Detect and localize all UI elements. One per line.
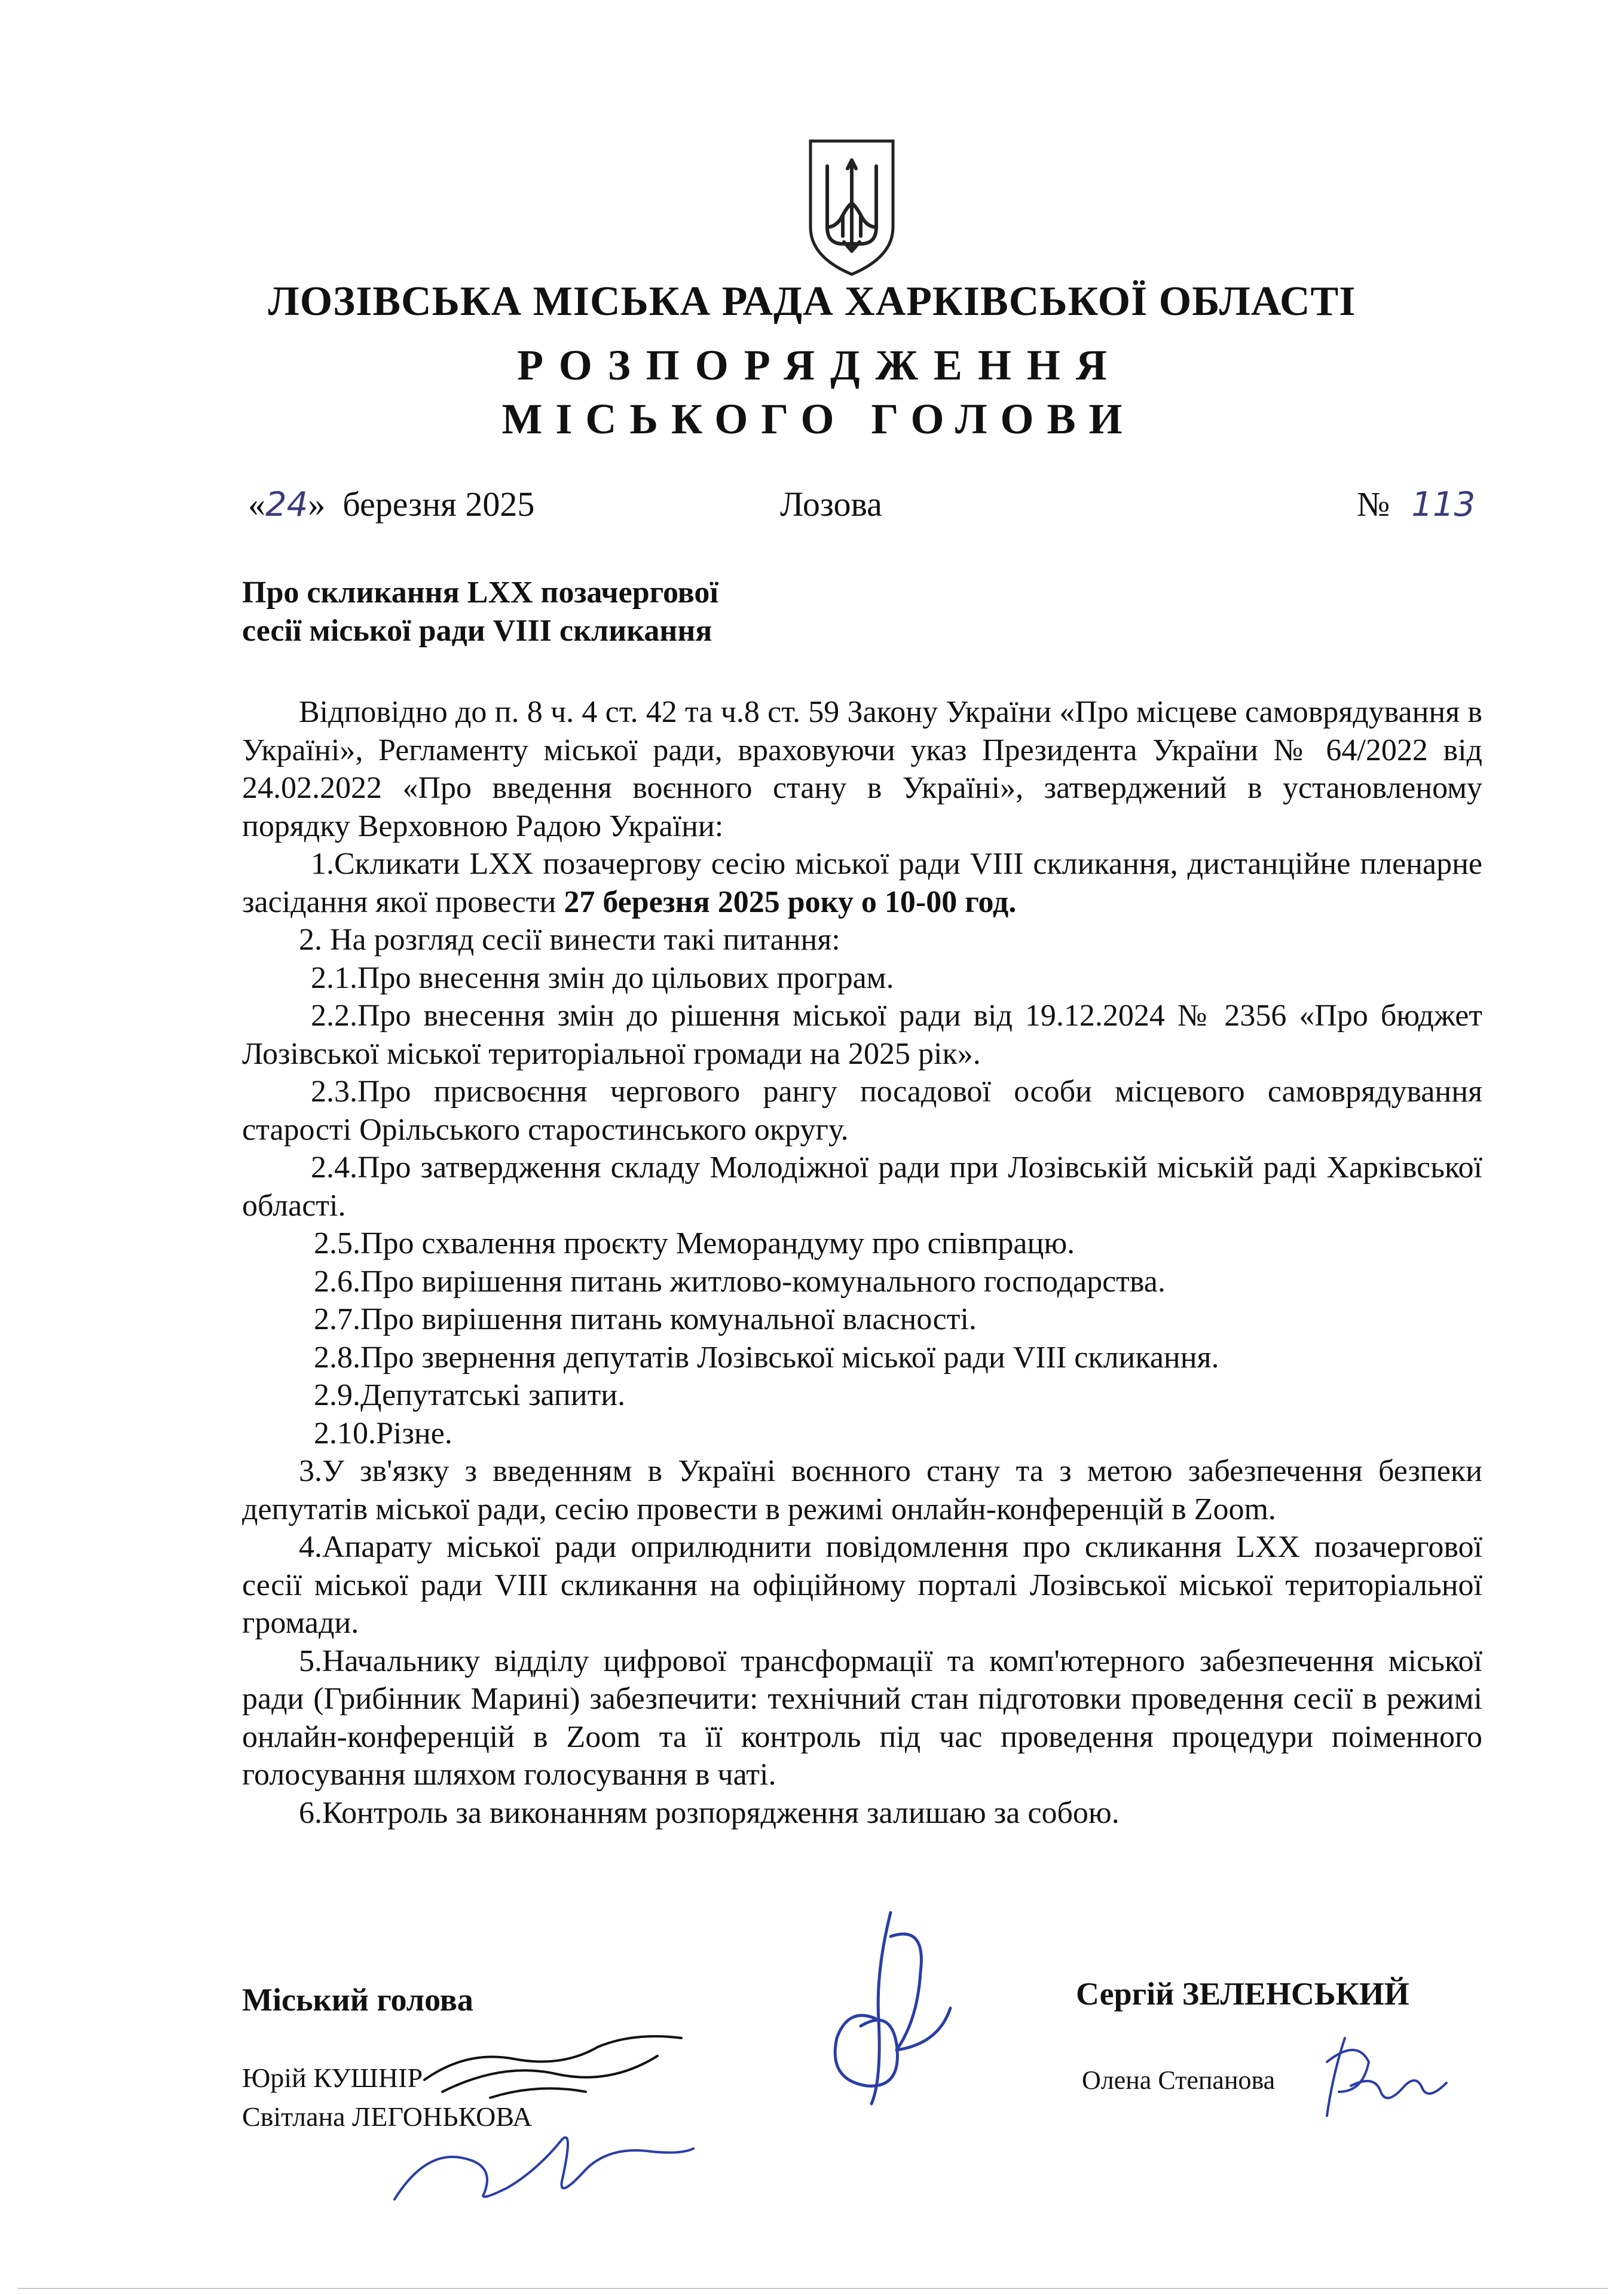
- number-value: 113: [1411, 485, 1476, 524]
- agenda-item: 2.4.Про затвердження складу Молодіжної ради при Лозівській міській раді Харківської області.: [242, 1150, 1482, 1223]
- agenda-item: 2.9.Депутатські запити.: [314, 1378, 626, 1412]
- document-date: «24» березня 2025: [248, 485, 535, 524]
- document-subtype: МІСЬКОГО ГОЛОВИ: [501, 395, 1136, 443]
- document-type: РОЗПОРЯДЖЕННЯ: [517, 341, 1123, 389]
- date-month-year: березня 2025: [342, 485, 535, 524]
- meeting-datetime: 27 березня 2025 року о 10-00 год.: [564, 885, 1017, 919]
- paragraph-5: 5.Начальнику відділу цифрової трансформації та комп'ютерного забезпечення міської ради (Грибінник Марині) забезпечити: технічний стан підготовки проведення сесії в режимі онлайн-конференцій в Zoom та її контроль під час проведення процедури поіменного голосування шляхом голосування в чаті.: [242, 1644, 1482, 1792]
- mayor-signature-icon: [801, 1901, 992, 2116]
- document-city: Лозова: [780, 485, 882, 524]
- preparer-signature-icon: [1303, 2026, 1458, 2128]
- paragraph-2: 2. На розгляд сесії винести такі питання:: [299, 923, 840, 957]
- date-day: 24: [265, 485, 308, 524]
- mayor-title: Міський голова: [242, 1982, 473, 2018]
- agenda-item: 2.3.Про присвоєння чергового рангу посадової особи місцевого самоврядування старості Орільського старостинського округу.: [242, 1075, 1482, 1147]
- preparer-name: Юрій КУШНІР: [242, 2063, 423, 2093]
- agenda-item: 2.7.Про вирішення питань комунальної власності.: [314, 1302, 977, 1336]
- preparer-name: Світлана ЛЕГОНЬКОВА: [242, 2101, 533, 2132]
- agenda-item: 2.1.Про внесення змін до цільових програм.: [311, 960, 894, 995]
- preparer-signature-icon: [418, 2026, 699, 2110]
- paragraph-6: 6.Контроль за виконанням розпорядження залишаю за собою.: [299, 1795, 1120, 1830]
- agenda-item: 2.5.Про схвалення проєкту Меморандуму про співпрацю.: [314, 1226, 1075, 1260]
- document-subject: Про скликання LXX позачергової сесії міської ради VIII скликання: [242, 576, 718, 648]
- page-edge: [18, 2288, 1608, 2289]
- mayor-name: Сергій ЗЕЛЕНСЬКИЙ: [1076, 1976, 1409, 2012]
- agenda-item: 2.10.Різне.: [314, 1416, 452, 1451]
- council-name: ЛОЗІВСЬКА МІСЬКА РАДА ХАРКІВСЬКОЇ ОБЛАСТІ: [268, 279, 1356, 325]
- agenda-item: 2.2.Про внесення змін до рішення міської ради від 19.12.2024 № 2356 «Про бюджет Лозівської міської територіальної громади на 2025 рік».: [242, 999, 1482, 1071]
- preparer-name: Олена Степанова: [1082, 2066, 1276, 2095]
- paragraph-3: 3.У зв'язку з введенням в Україні воєнного стану та з метою забезпечення безпеки депутатів міської ради, сесію провести в режимі онлайн-конференцій в Zoom.: [242, 1454, 1482, 1526]
- paragraph-1: 1.Скликати LXX позачергову сесію міської ради VIII скликання, дистанційне пленарне засідання якої провести 27 березня 2025 року о 10-00 год.: [242, 847, 1482, 919]
- intro-paragraph: Відповідно до п. 8 ч. 4 ст. 42 та ч.8 ст. 59 Закону України «Про місцеве самоврядування в Україні», Регламенту міської ради, враховуючи указ Президента України № 64/2022 від 24.02.2022 «Про введення воєнного стану в Україні», затверджений в установленому порядку Верховною Радою України:: [242, 695, 1482, 843]
- agenda-item: 2.6.Про вирішення питань житлово-комунального господарства.: [314, 1264, 1166, 1299]
- document-number: № 113: [1357, 485, 1476, 524]
- paragraph-4: 4.Апарату міської ради оприлюднити повідомлення про скликання LXX позачергової сесії міської ради VIII скликання на офіційному порталі Лозівської міської територіальної громади.: [242, 1530, 1482, 1640]
- agenda-item: 2.8.Про звернення депутатів Лозівської міської ради VIII скликання.: [314, 1340, 1219, 1375]
